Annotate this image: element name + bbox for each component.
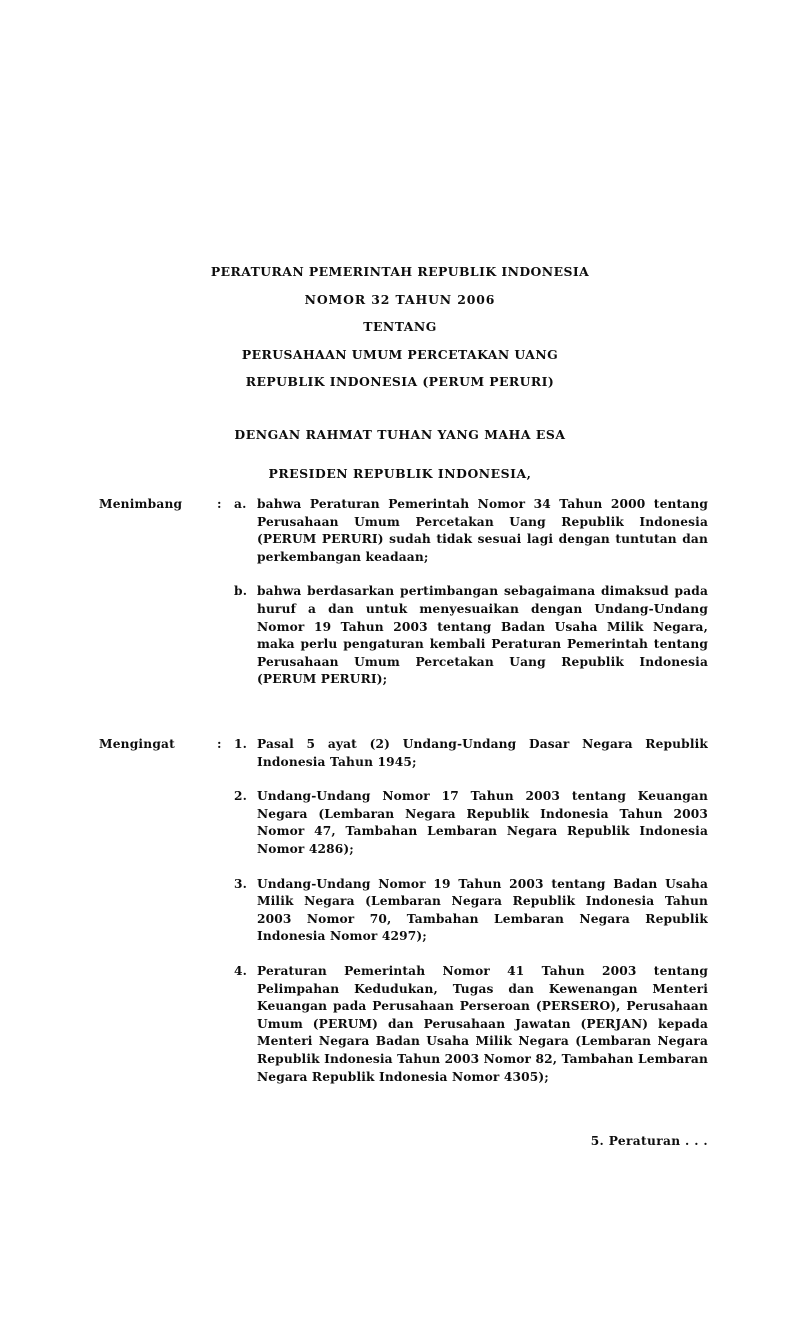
clause-row bbox=[0, 496, 800, 689]
item-marker: 4. bbox=[234, 963, 248, 978]
clause-items-menimbang bbox=[234, 496, 800, 689]
title-line-regulation-type: PERATURAN PEMERINTAH REPUBLIK INDONESIA bbox=[210, 264, 590, 279]
clause-item bbox=[234, 963, 708, 1086]
clause-colon-menimbang: : bbox=[217, 497, 222, 511]
clause-colon-mengingat: : bbox=[217, 737, 222, 751]
item-marker: 1. bbox=[234, 737, 248, 751]
clause-menimbang bbox=[0, 496, 800, 689]
title-line-subject-1: PERUSAHAAN UMUM PERCETAKAN UANG bbox=[241, 346, 559, 362]
clause-item bbox=[234, 583, 708, 689]
preamble-authority: PRESIDEN REPUBLIK INDONESIA, bbox=[268, 466, 532, 481]
clause-item bbox=[234, 736, 708, 771]
page-continuation-note: 5. Peraturan . . . bbox=[590, 1134, 708, 1148]
clause-label-mengingat: Mengingat bbox=[99, 737, 175, 751]
item-text: Peraturan Pemerintah Nomor 41 Tahun 2003 tentang Pelimpahan Kedudukan, Tugas dan Kewenangan Menteri Keuangan pada Perusahaan Perseroan (PERSERO), Perusahaan Umum (PERUM) dan Perusahaan Jawatan (PERJAN) kepada Menteri Negara Badan Usaha Milik Negara (Lembaran Negara Republik Indonesia Tahun 2003 Nomor 82, Tambahan Lembaran Negara Republik Indonesia Nomor 4305); bbox=[257, 963, 708, 1084]
item-text: Undang-Undang Nomor 17 Tahun 2003 tentang Keuangan Negara (Lembaran Negara Republik Indonesia Tahun 2003 Nomor 47, Tambahan Lembaran Negara Republik Indonesia Nomor 4286); bbox=[257, 789, 708, 856]
preamble-blessing-wrapper bbox=[92, 427, 708, 442]
item-text: bahwa Peraturan Pemerintah Nomor 34 Tahun 2000 tentang Perusahaan Umum Percetakan Uang Republik Indonesia (PERUM PERURI) sudah tidak sesuai lagi dengan tuntutan dan perkembangan keadaan; bbox=[257, 497, 708, 564]
clause-row bbox=[0, 736, 800, 1086]
item-marker: 2. bbox=[234, 789, 248, 804]
clause-items-mengingat bbox=[234, 736, 800, 1086]
clause-item bbox=[234, 876, 708, 946]
clause-item bbox=[234, 496, 708, 566]
item-text: bahwa berdasarkan pertimbangan sebagaimana dimaksud pada huruf a dan untuk menyesuaikan dengan Undang-Undang Nomor 19 Tahun 2003 tentang Badan Usaha Milik Negara, maka perlu pengaturan kembali Peraturan Pemerintah tentang Perusahaan Umum Percetakan Uang Republik Indonesia (PERUM PERURI); bbox=[257, 584, 708, 687]
preamble-blessing: DENGAN RAHMAT TUHAN YANG MAHA ESA bbox=[234, 427, 566, 442]
title-line-subject-2: REPUBLIK INDONESIA (PERUM PERURI) bbox=[245, 374, 555, 389]
item-text: Pasal 5 ayat (2) Undang-Undang Dasar Negara Republik Indonesia Tahun 1945; bbox=[257, 737, 708, 769]
item-marker: b. bbox=[234, 584, 248, 599]
clause-item bbox=[234, 788, 708, 858]
item-text: Undang-Undang Nomor 19 Tahun 2003 tentang Badan Usaha Milik Negara (Lembaran Negara Republik Indonesia Tahun 2003 Nomor 70, Tambahan Lembaran Negara Republik Indonesia Nomor 4297); bbox=[257, 876, 708, 944]
item-marker: 3. bbox=[234, 876, 248, 891]
document-title-block bbox=[92, 258, 708, 396]
clause-mengingat bbox=[0, 736, 800, 1086]
item-marker: a. bbox=[234, 497, 247, 511]
clause-label-menimbang: Menimbang bbox=[99, 497, 183, 511]
preamble-authority-wrapper bbox=[92, 466, 708, 481]
title-line-tentang: TENTANG bbox=[363, 319, 437, 334]
title-line-number-year: NOMOR 32 TAHUN 2006 bbox=[304, 291, 496, 307]
